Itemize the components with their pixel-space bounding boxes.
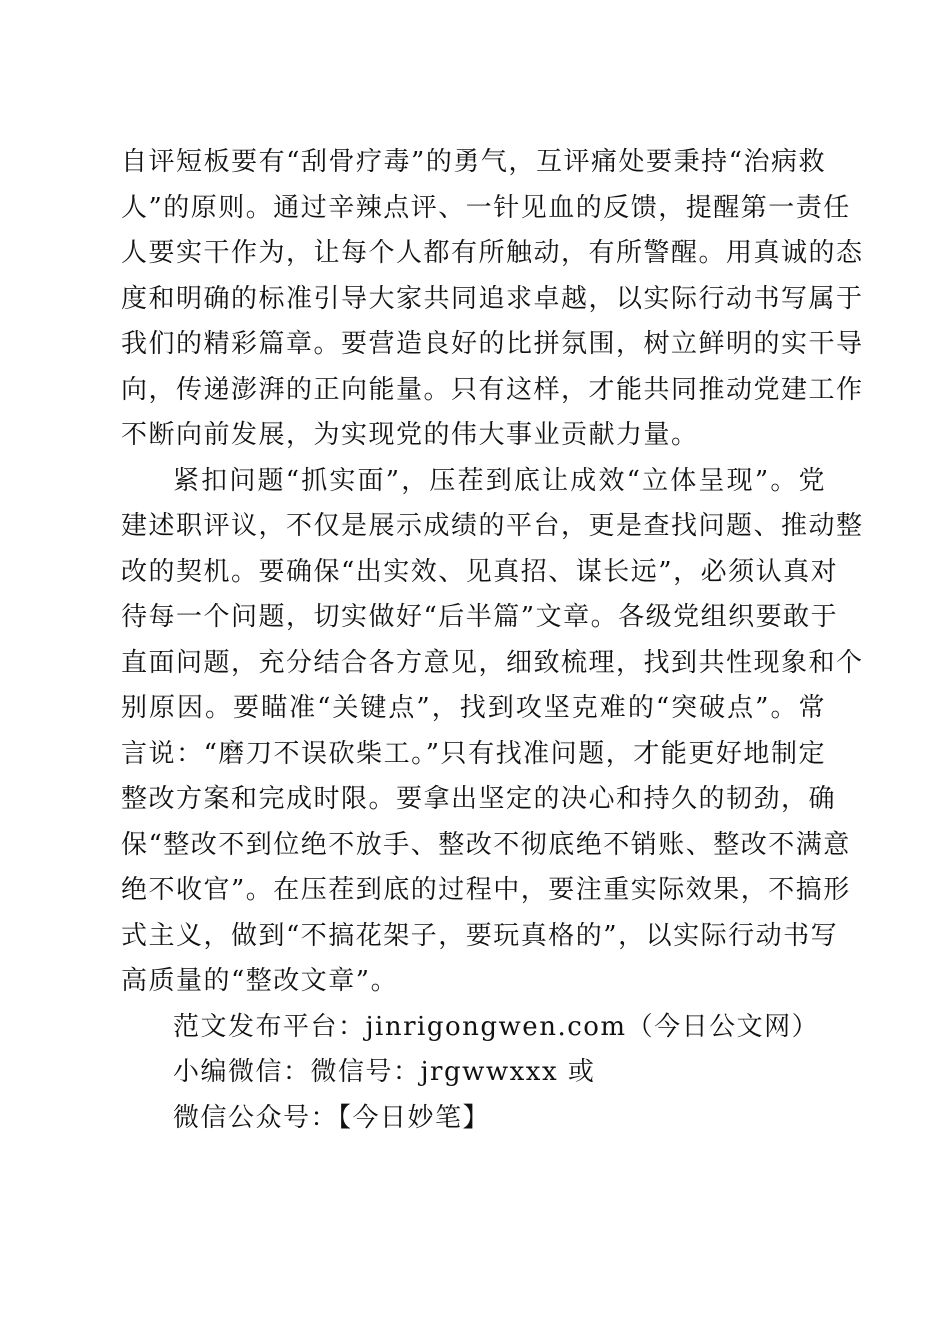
paragraph-line: 人要实干作为，让每个人都有所触动，有所警醒。用真诚的态 [121, 238, 864, 268]
paragraph-2 [121, 459, 864, 1005]
paragraph-line: 紧扣问题“抓实面”，压茬到底让成效“立体呈现”。党 [173, 465, 826, 496]
paragraph-line: 人”的原则。通过辛辣点评、一针见血的反馈，提醒第一责任 [121, 192, 851, 223]
paragraph-line: 直面问题，充分结合各方意见，细致梳理，找到共性现象和个 [121, 647, 864, 678]
paragraph-line: 绝不收官”。在压茬到底的过程中，要注重实际效果，不搞形 [121, 875, 851, 905]
editor-wechat-line: 小编微信：微信号：jrgwwxxx 或 [173, 1057, 596, 1087]
paragraph-line: 我们的精彩篇章。要营造良好的比拼氛围，树立鲜明的实干导 [121, 329, 864, 359]
paragraph-line: 保“整改不到位绝不放手、整改不彻底绝不销账、整改不满意 [121, 829, 851, 860]
paragraph-line: 高质量的“整改文章”。 [121, 966, 399, 996]
official-account-line: 微信公众号：【今日妙笔】 [173, 1102, 491, 1133]
footer-info [121, 1005, 826, 1142]
paragraph-line: 自评短板要有“刮骨疗毒”的勇气，互评痛处要秉持“治病救 [121, 147, 826, 177]
paragraph-line: 式主义，做到“不搞花架子，要玩真格的”，以实际行动书写 [121, 920, 839, 951]
paragraph-line: 别原因。要瞄准“关键点”，找到攻坚克难的“突破点”。常 [121, 693, 826, 723]
paragraph-line: 不断向前发展，为实现党的伟大事业贡献力量。 [121, 420, 699, 450]
paragraph-line: 整改方案和完成时限。要拿出坚定的决心和持久的韧劲，确 [121, 784, 837, 814]
paragraph-line: 度和明确的标准引导大家共同追求卓越，以实际行动书写属于 [121, 283, 864, 314]
document-body [121, 140, 864, 1141]
paragraph-line: 向，传递澎湃的正向能量。只有这样，才能共同推动党建工作 [121, 374, 864, 405]
paragraph-line: 改的契机。要确保“出实效、见真招、谋长远”，必须认真对 [121, 556, 839, 587]
publishing-platform-line: 范文发布平台：jinrigongwen.com（今日公文网） [173, 1011, 820, 1042]
paragraph-line: 言说：“磨刀不误砍柴工。”只有找准问题，才能更好地制定 [121, 738, 826, 769]
paragraph-line: 待每一个问题，切实做好“后半篇”文章。各级党组织要敢于 [121, 602, 839, 632]
paragraph-line: 建述职评议，不仅是展示成绩的平台，更是查找问题、推动整 [121, 511, 864, 541]
paragraph-1 [121, 140, 864, 459]
